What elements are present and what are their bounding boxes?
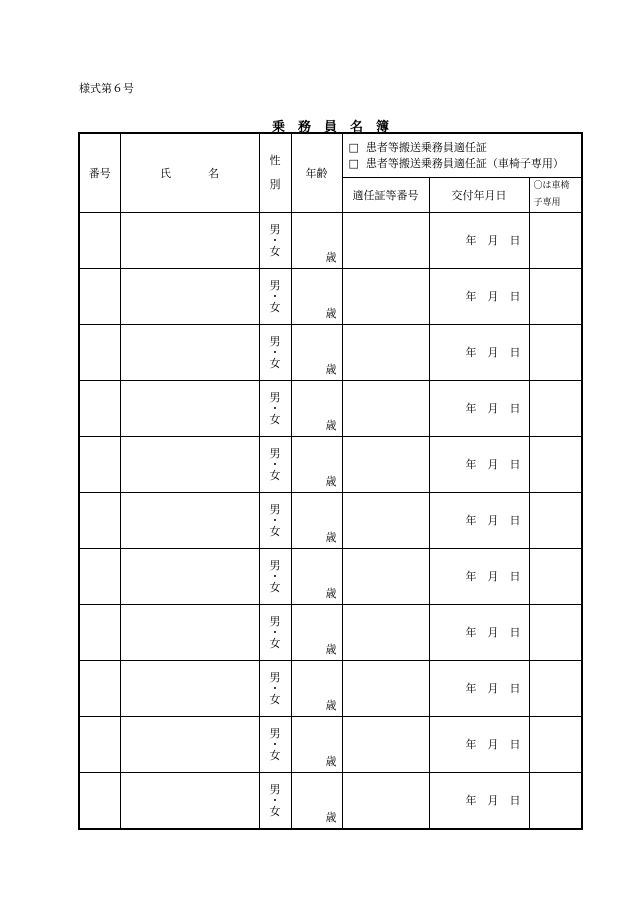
date-day: 日 [509,794,521,807]
row-name[interactable] [120,380,259,436]
row-cert-number[interactable] [342,772,429,829]
row-name[interactable] [120,324,259,380]
row-age[interactable] [291,436,342,492]
row-number[interactable] [79,436,120,492]
date-day: 日 [509,234,521,247]
row-number[interactable] [79,268,120,324]
sex-dot: ・ [269,793,281,807]
row-name[interactable] [120,716,259,772]
row-age[interactable] [291,548,342,604]
row-wheelchair[interactable] [529,492,582,548]
date-month: 月 [487,234,499,247]
row-wheelchair[interactable] [529,604,582,660]
row-sex[interactable] [259,492,291,548]
sex-male: 男 [269,334,281,348]
row-issue-date[interactable] [429,492,529,548]
row-issue-date[interactable] [429,212,529,268]
age-unit: 歳 [325,418,337,432]
header-cert-number: 適任証等番号 [342,177,429,212]
cert-option-2[interactable] [343,156,582,172]
header-name [120,133,259,212]
date-day: 日 [509,514,521,527]
date-day: 日 [509,626,521,639]
date-year: 年 [465,794,477,807]
row-age[interactable] [291,492,342,548]
row-number[interactable] [79,772,120,829]
sex-male: 男 [269,614,281,628]
row-name[interactable] [120,772,259,829]
age-unit: 歳 [325,810,337,824]
cert-option-1-label: 患者等搬送乗務員適任証 [365,141,487,155]
row-age[interactable] [291,660,342,716]
date-day: 日 [509,738,521,751]
date-year: 年 [465,458,477,471]
cert-option-1[interactable] [343,140,582,156]
row-sex[interactable] [259,436,291,492]
form-number: 様式第６号 [79,82,134,95]
sex-dot: ・ [269,457,281,471]
row-number[interactable] [79,380,120,436]
date-month: 月 [487,626,499,639]
sex-male: 男 [269,222,281,236]
row-number[interactable] [79,492,120,548]
table-row [79,436,582,492]
age-unit: 歳 [325,642,337,656]
header-wheelchair-bottom: 子専用 [533,197,561,208]
date-year: 年 [465,402,477,415]
sex-dot: ・ [269,289,281,303]
sex-dot: ・ [269,513,281,527]
date-month: 月 [487,402,499,415]
table-row [79,716,582,772]
age-unit: 歳 [325,474,337,488]
sex-male: 男 [269,782,281,796]
row-wheelchair[interactable] [529,772,582,829]
sex-female: 女 [269,580,281,594]
sex-male: 男 [269,726,281,740]
row-wheelchair[interactable] [529,436,582,492]
sex-male: 男 [269,558,281,572]
header-age: 年齢 [291,133,342,212]
row-cert-number[interactable] [342,716,429,772]
date-year: 年 [465,346,477,359]
row-issue-date[interactable] [429,324,529,380]
date-day: 日 [509,682,521,695]
date-year: 年 [465,682,477,695]
table-row [79,660,582,716]
sex-female: 女 [269,468,281,482]
row-age[interactable] [291,604,342,660]
age-unit: 歳 [325,306,337,320]
date-month: 月 [487,346,499,359]
row-issue-date[interactable] [429,380,529,436]
row-age[interactable] [291,380,342,436]
header-sex [259,133,291,212]
sex-male: 男 [269,446,281,460]
row-name[interactable] [120,212,259,268]
sex-female: 女 [269,412,281,426]
date-month: 月 [487,570,499,583]
sex-female: 女 [269,524,281,538]
row-name[interactable] [120,604,259,660]
header-wheelchair [529,177,582,212]
row-cert-number[interactable] [342,548,429,604]
table-body [79,212,582,829]
row-issue-date[interactable] [429,548,529,604]
header-sex-top: 性 [269,153,281,167]
row-number[interactable] [79,604,120,660]
row-sex[interactable] [259,324,291,380]
header-name-left: 氏 [160,166,171,180]
row-age[interactable] [291,268,342,324]
age-unit: 歳 [325,754,337,768]
row-wheelchair[interactable] [529,380,582,436]
row-wheelchair[interactable] [529,660,582,716]
date-year: 年 [465,290,477,303]
date-day: 日 [509,402,521,415]
age-unit: 歳 [325,250,337,264]
date-month: 月 [487,290,499,303]
row-number[interactable] [79,324,120,380]
row-issue-date[interactable] [429,660,529,716]
row-name[interactable] [120,548,259,604]
date-month: 月 [487,458,499,471]
sex-female: 女 [269,356,281,370]
age-unit: 歳 [325,586,337,600]
sex-female: 女 [269,692,281,706]
row-wheelchair[interactable] [529,716,582,772]
table-row [79,268,582,324]
header-number: 番号 [79,133,120,212]
row-sex[interactable] [259,268,291,324]
row-wheelchair[interactable] [529,268,582,324]
row-sex[interactable] [259,772,291,829]
date-year: 年 [465,626,477,639]
header-cert-options [342,133,582,177]
sex-female: 女 [269,748,281,762]
date-year: 年 [465,234,477,247]
row-number[interactable] [79,716,120,772]
row-cert-number[interactable] [342,380,429,436]
row-cert-number[interactable] [342,436,429,492]
sex-female: 女 [269,804,281,818]
date-month: 月 [487,794,499,807]
age-unit: 歳 [325,698,337,712]
date-month: 月 [487,514,499,527]
row-issue-date[interactable] [429,436,529,492]
sex-dot: ・ [269,401,281,415]
header-sex-bottom: 別 [269,177,281,191]
date-day: 日 [509,290,521,303]
row-sex[interactable] [259,548,291,604]
age-unit: 歳 [325,530,337,544]
table-row [79,212,582,268]
sex-female: 女 [269,300,281,314]
date-year: 年 [465,738,477,751]
checkbox-icon[interactable]: □ [348,141,359,155]
row-name[interactable] [120,660,259,716]
sex-dot: ・ [269,681,281,695]
header-wheelchair-top: 〇は車椅 [533,180,570,191]
table-row [79,492,582,548]
table-row [79,772,582,829]
date-month: 月 [487,682,499,695]
row-cert-number[interactable] [342,268,429,324]
row-age[interactable] [291,772,342,829]
checkbox-icon[interactable]: □ [348,157,359,171]
sex-dot: ・ [269,233,281,247]
age-unit: 歳 [325,362,337,376]
row-wheelchair[interactable] [529,212,582,268]
row-age[interactable] [291,716,342,772]
row-sex[interactable] [259,212,291,268]
crew-roster-table [78,132,583,830]
sex-dot: ・ [269,345,281,359]
sex-female: 女 [269,244,281,258]
row-cert-number[interactable] [342,660,429,716]
sex-male: 男 [269,502,281,516]
date-day: 日 [509,458,521,471]
row-issue-date[interactable] [429,772,529,829]
header-issue-date: 交付年月日 [429,177,529,212]
sex-female: 女 [269,636,281,650]
row-wheelchair[interactable] [529,548,582,604]
row-cert-number[interactable] [342,604,429,660]
row-sex[interactable] [259,604,291,660]
sex-dot: ・ [269,569,281,583]
row-number[interactable] [79,548,120,604]
row-age[interactable] [291,212,342,268]
row-cert-number[interactable] [342,324,429,380]
sex-male: 男 [269,390,281,404]
sex-dot: ・ [269,737,281,751]
row-age[interactable] [291,324,342,380]
row-cert-number[interactable] [342,212,429,268]
header-name-right: 名 [208,166,219,180]
date-day: 日 [509,570,521,583]
date-day: 日 [509,346,521,359]
sex-male: 男 [269,670,281,684]
row-number[interactable] [79,660,120,716]
row-wheelchair[interactable] [529,324,582,380]
date-month: 月 [487,738,499,751]
sex-male: 男 [269,278,281,292]
table-row [79,604,582,660]
row-sex[interactable] [259,660,291,716]
row-name[interactable] [120,492,259,548]
table-header [79,133,582,212]
date-year: 年 [465,570,477,583]
row-name[interactable] [120,436,259,492]
row-sex[interactable] [259,380,291,436]
row-issue-date[interactable] [429,604,529,660]
cert-option-2-label: 患者等搬送乗務員適任証（車椅子専用） [365,157,564,171]
row-issue-date[interactable] [429,716,529,772]
row-cert-number[interactable] [342,492,429,548]
row-issue-date[interactable] [429,268,529,324]
table-row [79,324,582,380]
date-year: 年 [465,514,477,527]
sex-dot: ・ [269,625,281,639]
table-row [79,548,582,604]
row-name[interactable] [120,268,259,324]
table-row [79,380,582,436]
row-number[interactable] [79,212,120,268]
row-sex[interactable] [259,716,291,772]
page-title: 乗務員名簿 [272,120,403,135]
